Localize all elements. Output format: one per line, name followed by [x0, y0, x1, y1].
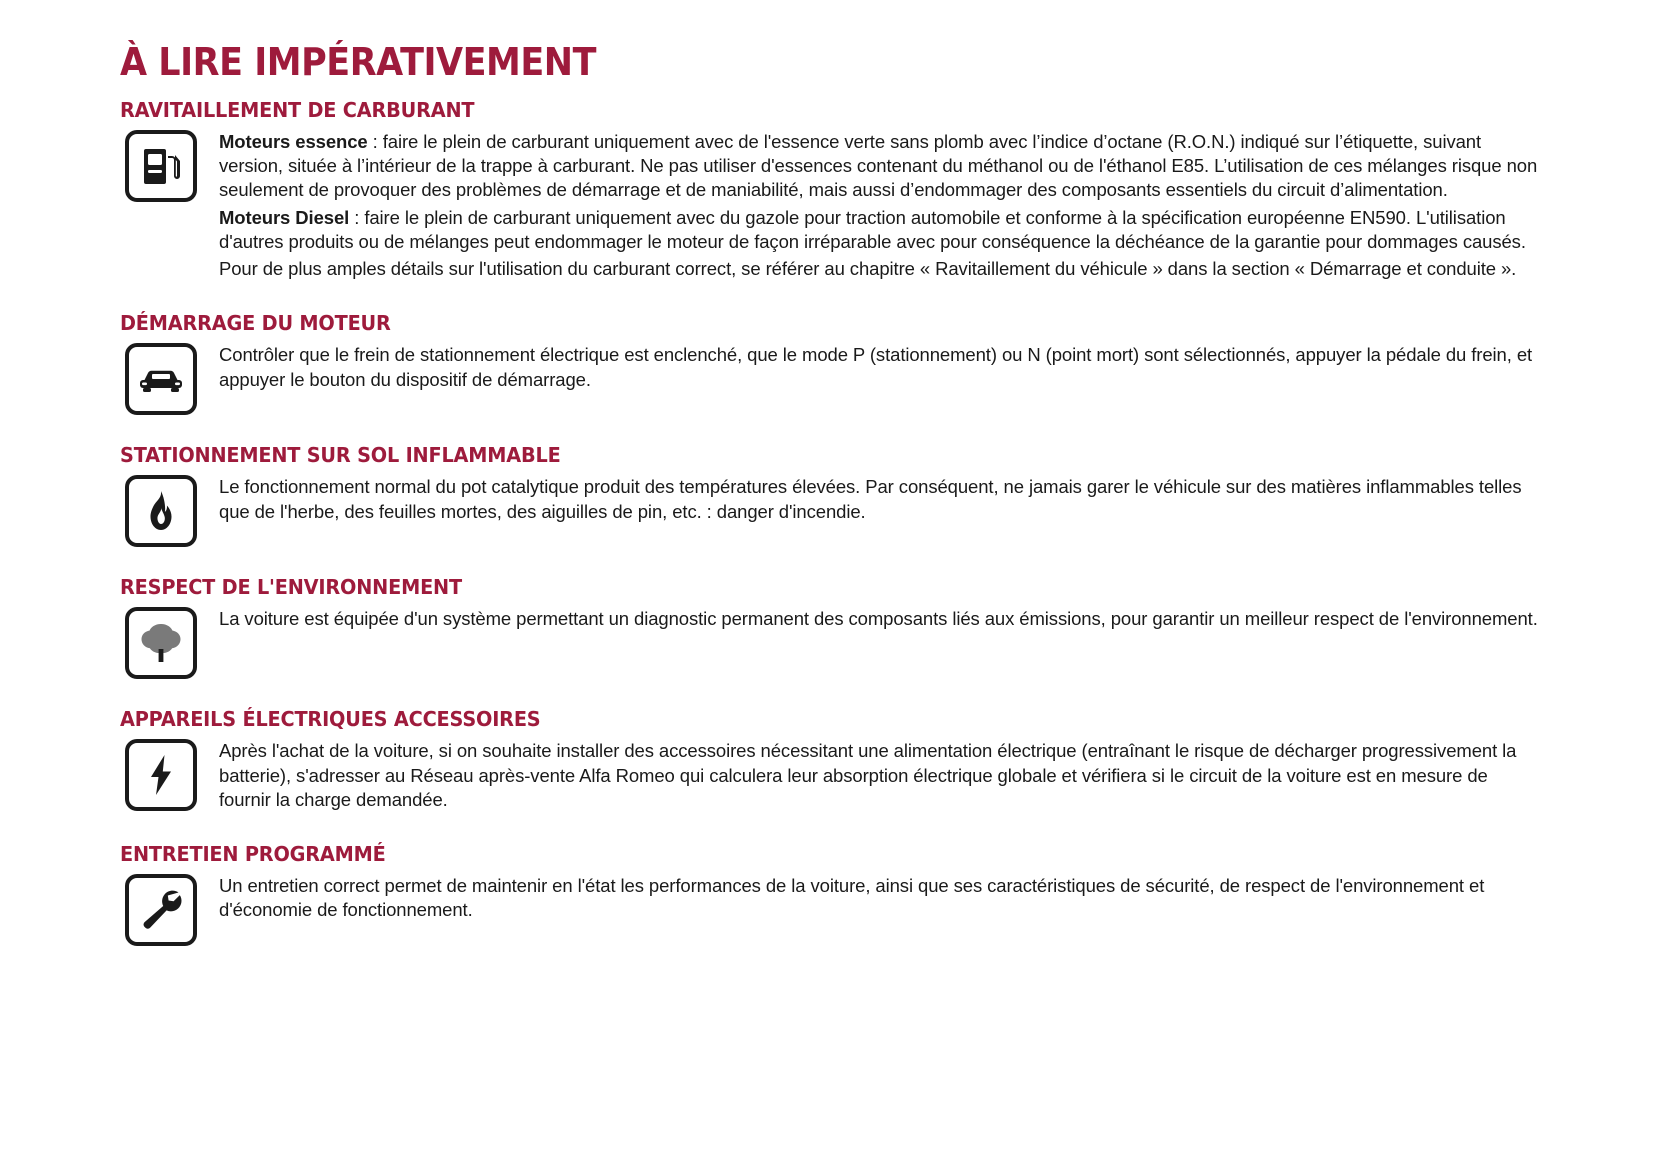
section-title-appareils-electriques: APPAREILS ÉLECTRIQUES ACCESSOIRES	[120, 707, 541, 732]
paragraph	[219, 257, 1543, 281]
paragraph	[219, 343, 1543, 391]
wrench-icon	[125, 874, 197, 946]
paragraph	[219, 475, 1543, 523]
paragraph	[219, 739, 1543, 812]
section-text-entretien	[219, 872, 1543, 924]
paragraph-text: : faire le plein de carburant uniquement avec de l'essence verte sans plomb avec l’indice d’octane (R.O.N.) indiqué sur l’étiquette, suivant version, située à l’intérieur de la trappe à carburant. Ne pas utiliser d'essences contenant du méthanol ou de l'éthanol E85. L’utilisation de ces mélanges risque non seulement de provoquer des problèmes de démarrage et de maniabilité, mais aussi d’endommager des composants essentiels du circuit d’alimentation.	[219, 131, 1538, 201]
paragraph-lead: Moteurs essence	[219, 131, 368, 152]
car-front-icon	[125, 343, 197, 415]
paragraph-text: Pour de plus amples détails sur l'utilisation du carburant correct, se référer au chapitre « Ravitaillement du véhicule » dans la section « Démarrage et conduite ».	[219, 258, 1517, 280]
page-title: À LIRE IMPÉRATIVEMENT	[120, 40, 596, 84]
paragraph-text: Après l'achat de la voiture, si on souhaite installer des accessoires nécessitant une alimentation électrique (entraînant le risque de décharger progressivement la batterie), s'adresser au Réseau après-vente Alfa Romeo qui calculera leur absorption électrique globale et vérifiera si le circuit de la voiture est en mesure de fournir la charge demandée.	[219, 740, 1517, 810]
section-ravitaillement	[120, 98, 1543, 283]
paragraph	[219, 874, 1543, 922]
fuel-pump-icon	[125, 130, 197, 202]
paragraph-text: Un entretien correct permet de maintenir en l'état les performances de la voiture, ainsi que ses caractéristiques de sécurité, de respect de l'environnement et d'économie de fonctionnement.	[219, 875, 1485, 921]
section-text-environnement	[219, 605, 1543, 633]
section-text-demarrage	[219, 341, 1543, 393]
section-text-ravitaillement	[219, 128, 1543, 283]
paragraph-lead: Moteurs Diesel	[219, 206, 350, 228]
paragraph-text: : faire le plein de carburant uniquement avec du gazole pour traction automobile et conforme à la spécification européenne EN590. L'utilisation d'autres produits ou de mélanges peut endommager le moteur de façon irréparable avec pour conséquence la déchéance de la garantie pour dommages causés.	[219, 206, 1526, 252]
paragraph-text: Le fonctionnement normal du pot catalytique produit des températures élevées. Par conséquent, ne jamais garer le véhicule sur des matières inflammables telles que de l'herbe, des feuilles mortes, des aiguilles de pin, etc. : danger d'incendie.	[219, 476, 1522, 522]
paragraph-text: Contrôler que le frein de stationnement électrique est enclenché, que le mode P (stationnement) ou N (point mort) sont sélectionnés, appuyer la pédale du frein, et appuyer le bouton du dispositif de démarrage.	[219, 344, 1533, 390]
paragraph-text: La voiture est équipée d'un système permettant un diagnostic permanent des composants liés aux émissions, pour garantir un meilleur respect de l'environnement.	[219, 608, 1538, 630]
section-title-ravitaillement: RAVITAILLEMENT DE CARBURANT	[120, 98, 475, 122]
tree-icon	[125, 607, 197, 679]
section-text-stationnement-inflammable	[219, 473, 1543, 525]
paragraph	[219, 206, 1543, 254]
section-environnement	[120, 575, 1543, 679]
section-text-appareils-electriques	[219, 737, 1543, 814]
section-appareils-electriques	[120, 707, 1543, 814]
paragraph	[219, 607, 1543, 631]
section-stationnement-inflammable	[120, 443, 1543, 547]
section-demarrage	[120, 311, 1543, 415]
paragraph	[219, 130, 1543, 203]
section-title-demarrage: DÉMARRAGE DU MOTEUR	[120, 311, 391, 336]
section-title-entretien: ENTRETIEN PROGRAMMÉ	[120, 842, 386, 867]
flame-icon	[125, 475, 197, 547]
section-title-stationnement-inflammable: STATIONNEMENT SUR SOL INFLAMMABLE	[120, 443, 561, 468]
section-entretien	[120, 842, 1543, 946]
section-title-environnement: RESPECT DE L'ENVIRONNEMENT	[120, 575, 462, 600]
lightning-bolt-icon	[125, 739, 197, 811]
